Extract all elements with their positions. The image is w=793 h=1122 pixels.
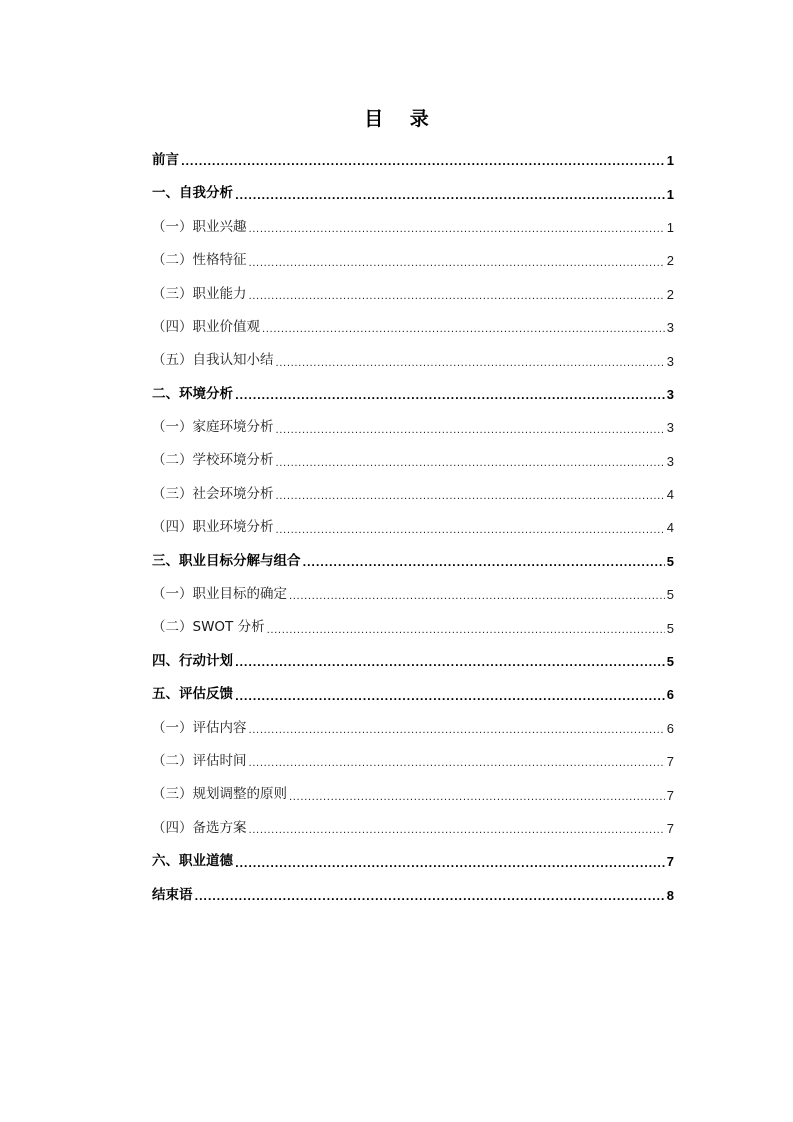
dot-leader: [276, 359, 665, 378]
toc-entry[interactable]: [152, 177, 674, 210]
toc-entry[interactable]: [152, 445, 674, 478]
toc-page-number: 3: [666, 386, 674, 402]
toc-page-number: 3: [666, 453, 674, 469]
toc-entry[interactable]: [152, 244, 674, 277]
toc-entry-label: 一、自我分析: [152, 185, 233, 202]
toc-page-number: 6: [666, 687, 674, 703]
dot-leader: [235, 860, 665, 879]
dot-leader: [289, 793, 665, 812]
toc-page-number: 3: [666, 420, 674, 436]
toc-entry[interactable]: [152, 578, 674, 611]
toc-page-number: 5: [666, 654, 674, 670]
toc-entry[interactable]: [152, 611, 674, 644]
dot-leader: [267, 626, 665, 645]
toc-entry-label: 五、评估反馈: [152, 686, 233, 703]
toc-page-number: 1: [666, 153, 674, 169]
dot-leader: [235, 693, 665, 712]
toc-entry-label: 四、行动计划: [152, 652, 233, 669]
toc-page-number: 7: [666, 754, 674, 770]
toc-entry-label: 六、职业道德: [152, 853, 233, 870]
toc-entry[interactable]: [152, 812, 674, 845]
toc-entry[interactable]: [152, 211, 674, 244]
dot-leader: [249, 225, 665, 244]
toc-entry-label: （一）职业兴趣: [152, 218, 247, 235]
toc-page-number: 3: [666, 353, 674, 369]
dot-leader: [181, 158, 665, 177]
page-title: 目 录: [364, 108, 439, 130]
dot-leader: [276, 426, 665, 445]
toc-page-number: 3: [666, 320, 674, 336]
table-of-contents: [152, 144, 674, 912]
toc-entry-label: 结束语: [152, 886, 193, 903]
toc-entry[interactable]: [152, 678, 674, 711]
toc-entry[interactable]: [152, 311, 674, 344]
toc-entry[interactable]: [152, 411, 674, 444]
toc-entry-label: （五）自我认知小结: [152, 352, 274, 369]
toc-entry[interactable]: [152, 645, 674, 678]
toc-page-number: 6: [666, 720, 674, 736]
toc-entry[interactable]: [152, 879, 674, 912]
dot-leader: [249, 259, 665, 278]
toc-entry[interactable]: [152, 144, 674, 177]
toc-entry-label: （一）评估内容: [152, 719, 247, 736]
dot-leader: [303, 559, 665, 578]
toc-page-number: 5: [666, 553, 674, 569]
toc-page-number: 2: [666, 253, 674, 269]
toc-page-number: 1: [666, 186, 674, 202]
dot-leader: [289, 592, 665, 611]
toc-entry-label: 二、环境分析: [152, 385, 233, 402]
toc-entry[interactable]: [152, 545, 674, 578]
toc-entry-label: （三）职业能力: [152, 285, 247, 302]
toc-page-number: 2: [666, 286, 674, 302]
toc-entry-label: （四）备选方案: [152, 819, 247, 836]
toc-entry-label: （一）家庭环境分析: [152, 419, 274, 436]
toc-entry-label: （二）SWOT 分析: [152, 619, 265, 636]
toc-entry[interactable]: [152, 278, 674, 311]
toc-entry[interactable]: [152, 845, 674, 878]
toc-entry[interactable]: [152, 511, 674, 544]
dot-leader: [195, 893, 665, 912]
toc-entry-label: （三）规划调整的原则: [152, 786, 287, 803]
toc-entry-label: （二）学校环境分析: [152, 452, 274, 469]
toc-page-number: 8: [666, 887, 674, 903]
toc-entry-label: （四）职业价值观: [152, 318, 260, 335]
dot-leader: [235, 659, 665, 678]
toc-entry-label: （三）社会环境分析: [152, 485, 274, 502]
dot-leader: [249, 826, 665, 845]
toc-page-number: 7: [666, 821, 674, 836]
toc-page-number: 4: [666, 487, 674, 503]
toc-entry-label: （一）职业目标的确定: [152, 586, 287, 603]
toc-entry[interactable]: [152, 344, 674, 377]
toc-page-number: 1: [666, 219, 674, 235]
dot-leader: [235, 192, 665, 211]
toc-entry-label: 三、职业目标分解与组合: [152, 552, 301, 569]
toc-page-number: 7: [666, 787, 674, 803]
dot-leader: [249, 726, 665, 745]
toc-entry[interactable]: [152, 478, 674, 511]
toc-page-number: 7: [666, 854, 674, 870]
toc-entry[interactable]: [152, 712, 674, 745]
toc-page-number: 5: [666, 587, 674, 603]
toc-entry-label: （二）评估时间: [152, 752, 247, 769]
toc-entry-label: 前言: [152, 151, 179, 168]
dot-leader: [262, 325, 665, 344]
dot-leader: [276, 459, 665, 478]
toc-entry-label: （四）职业环境分析: [152, 519, 274, 536]
dot-leader: [249, 759, 665, 778]
toc-page-number: 4: [666, 520, 674, 536]
dot-leader: [276, 492, 665, 511]
toc-entry[interactable]: [152, 778, 674, 811]
dot-leader: [235, 392, 665, 411]
toc-entry-label: （二）性格特征: [152, 252, 247, 269]
dot-leader: [249, 292, 665, 311]
toc-page-number: 5: [666, 620, 674, 636]
toc-entry[interactable]: [152, 378, 674, 411]
dot-leader: [276, 526, 665, 545]
toc-entry[interactable]: [152, 745, 674, 778]
